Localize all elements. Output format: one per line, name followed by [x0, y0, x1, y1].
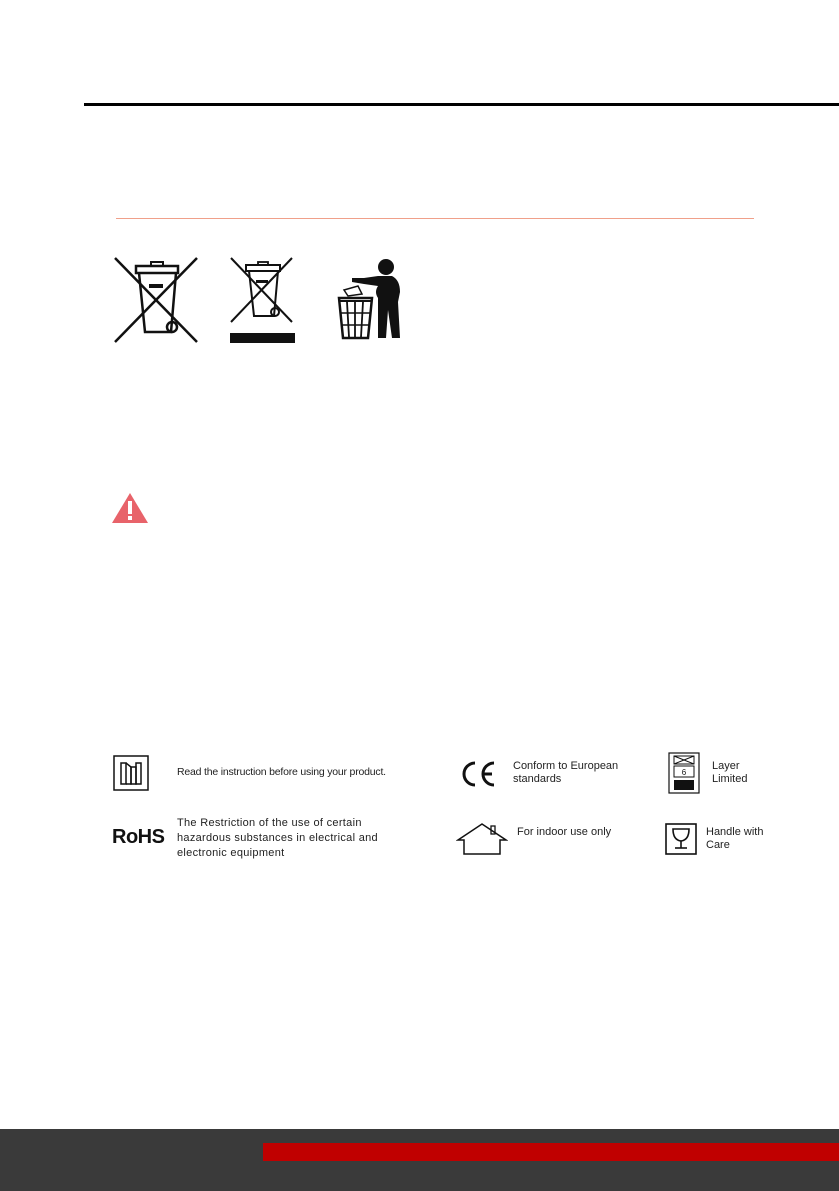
- indoor-use-label: For indoor use only: [517, 826, 612, 838]
- read-instruction-label: Read the instruction before using your product.: [177, 766, 386, 778]
- footer-accent-bar: [263, 1143, 839, 1161]
- rohs-mark: RoHS: [112, 826, 165, 848]
- layer-number: 6: [681, 768, 687, 777]
- weee-crossed-bin-icon: [113, 256, 199, 344]
- layer-limited-label: Layer Limited: [712, 760, 748, 785]
- page-corner-curve: [700, 0, 839, 32]
- layer-limited-icon: [668, 752, 700, 794]
- tidyman-litter-icon: [334, 258, 406, 342]
- header-rule: [84, 103, 839, 106]
- warning-triangle-icon: [111, 492, 149, 524]
- fragile-glass-icon: [665, 823, 697, 855]
- section-divider: [116, 218, 754, 219]
- ce-mark-icon: [459, 760, 497, 788]
- handle-with-care-label: Handle with Care: [706, 826, 764, 851]
- rohs-label: The Restriction of the use of certain hazardous substances in electrical and electronic equipment: [177, 817, 378, 859]
- read-manual-icon: [113, 755, 149, 791]
- weee-crossed-bin-bar-icon: [228, 256, 298, 344]
- house-icon: [456, 822, 508, 856]
- ce-label: Conform to European standards: [513, 760, 619, 785]
